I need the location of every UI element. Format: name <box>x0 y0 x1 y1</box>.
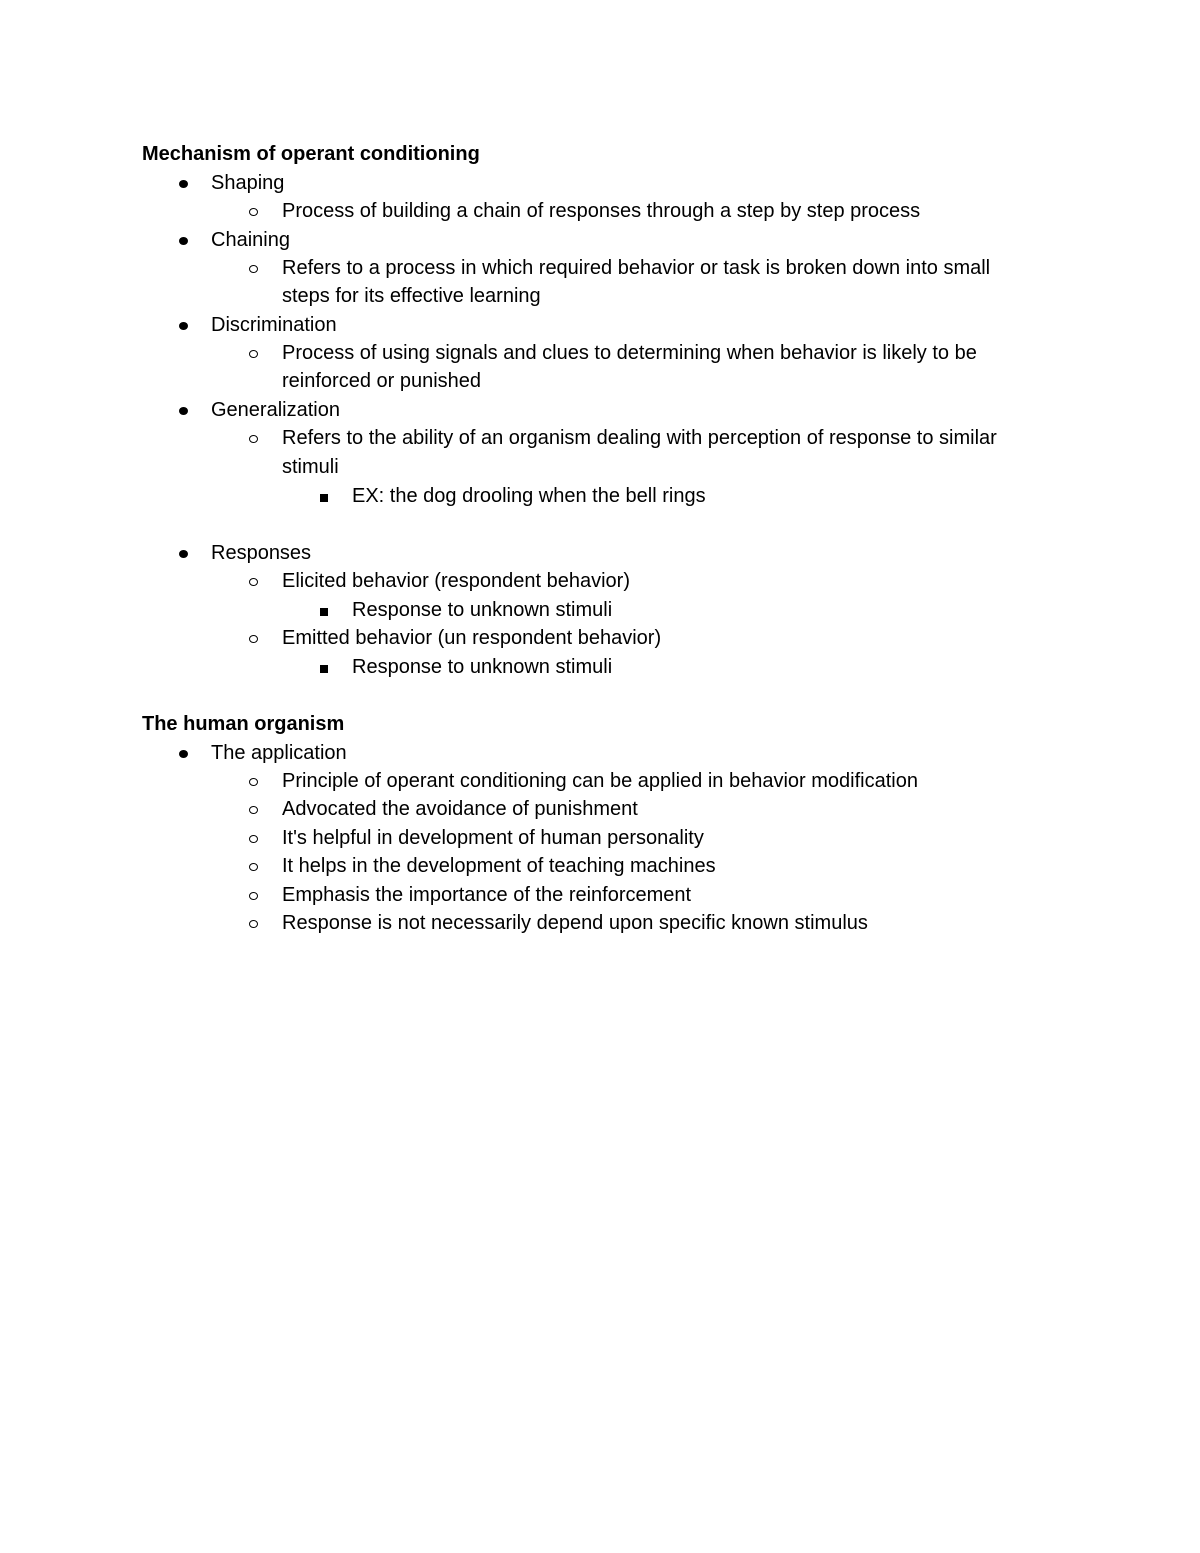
bullet-circle-icon <box>249 435 258 443</box>
list-item-text: Emitted behavior (un respondent behavior) <box>282 627 662 649</box>
bullet-circle-icon <box>249 635 258 643</box>
list-item: Generalization <box>211 399 340 421</box>
bullet-disc-icon <box>179 180 188 188</box>
bullet-circle-icon <box>249 778 258 786</box>
list-item: Chaining <box>211 229 290 251</box>
list-item: Shaping <box>211 172 285 194</box>
list-item-text: Refers to the ability of an organism dealing with perception of response to similar <box>282 427 997 449</box>
list-item: The application <box>211 742 347 764</box>
list-item-text: Emphasis the importance of the reinforcement <box>282 884 692 906</box>
list-item-text: It helps in the development of teaching machines <box>282 855 716 877</box>
bullet-circle-icon <box>249 265 258 273</box>
bullet-disc-icon <box>179 322 188 330</box>
bullet-circle-icon <box>249 863 258 871</box>
bullet-circle-icon <box>249 578 258 586</box>
list-item-text: Elicited behavior (respondent behavior) <box>282 570 630 592</box>
bullet-circle-icon <box>249 350 258 358</box>
list-item-text: Advocated the avoidance of punishment <box>282 798 638 820</box>
list-item-text: Principle of operant conditioning can be applied in behavior modification <box>282 770 918 792</box>
bullet-square-icon <box>320 665 328 673</box>
list-item-text: Response to unknown stimuli <box>352 599 613 621</box>
list-item-text: reinforced or punished <box>282 370 482 392</box>
bullet-circle-icon <box>249 920 258 928</box>
bullet-circle-icon <box>249 208 258 216</box>
list-item-text: Response to unknown stimuli <box>352 656 613 678</box>
bullet-disc-icon <box>179 550 188 558</box>
list-item-text: EX: the dog drooling when the bell rings <box>352 485 706 507</box>
bullet-circle-icon <box>249 835 258 843</box>
list-item-text: Process of building a chain of responses through a step by step process <box>282 200 921 222</box>
list-item-text: Process of using signals and clues to determining when behavior is likely to be <box>282 342 977 364</box>
bullet-square-icon <box>320 608 328 616</box>
bullet-circle-icon <box>249 892 258 900</box>
list-item-text: Response is not necessarily depend upon specific known stimulus <box>282 912 868 934</box>
section-heading: Mechanism of operant conditioning <box>142 143 480 165</box>
bullet-circle-icon <box>249 806 258 814</box>
list-item-text: Refers to a process in which required behavior or task is broken down into small <box>282 257 991 279</box>
bullet-disc-icon <box>179 750 188 758</box>
bullet-disc-icon <box>179 407 188 415</box>
list-item-text: steps for its effective learning <box>282 285 541 307</box>
list-item: Responses <box>211 542 312 564</box>
list-item-text: stimuli <box>282 456 339 478</box>
list-item: Discrimination <box>211 314 337 336</box>
bullet-square-icon <box>320 494 328 502</box>
bullet-disc-icon <box>179 237 188 245</box>
section-heading: The human organism <box>142 713 345 735</box>
list-item-text: It's helpful in development of human personality <box>282 827 704 849</box>
